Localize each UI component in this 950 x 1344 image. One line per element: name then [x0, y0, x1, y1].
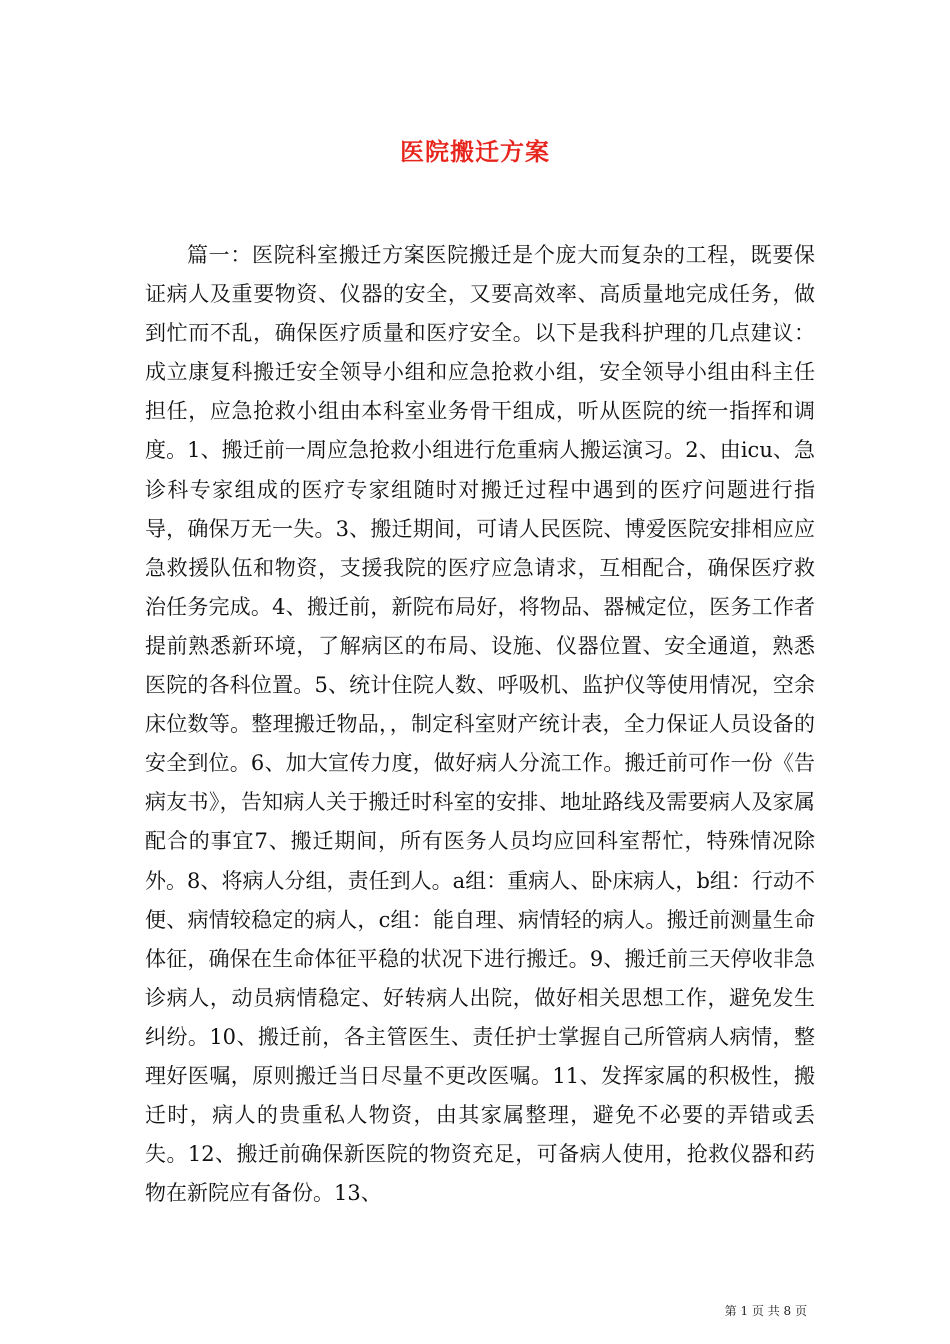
body-paragraph: 篇一：医院科室搬迁方案医院搬迁是个庞大而复杂的工程，既要保证病人及重要物资、仪器的安全，又要高效率、高质量地完成任务，做到忙而不乱，确保医疗质量和医疗安全。以下是我科护理的几点建议：成立康复科搬迁安全领导小组和应急抢救小组，安全领导小组由科主任担任，应急抢救小组由本科室业务骨干组成，听从医院的统一指挥和调度。1、搬迁前一周应急抢救小组进行危重病人搬运演习。2、由icu、急诊科专家组成的医疗专家组随时对搬迁过程中遇到的医疗问题进行指导，确保万无一失。3、搬迁期间，可请人民医院、博爱医院安排相应应急救援队伍和物资，支援我院的医疗应急请求，互相配合，确保医疗救治任务完成。4、搬迁前，新院布局好，将物品、器械定位，医务工作者提前熟悉新环境，了解病区的布局、设施、仪器位置、安全通道，熟悉医院的各科位置。5、统计住院人数、呼吸机、监护仪等使用情况，空余床位数等。整理搬迁物品，，制定科室财产统计表，全力保证人员设备的安全到位。6、加大宣传力度，做好病人分流工作。搬迁前可作一份《告病友书》，告知病人关于搬迁时科室的安排、地址路线及需要病人及家属配合的事宜7、搬迁期间，所有医务人员均应回科室帮忙，特殊情况除外。8、将病人分组，责任到人。a组：重病人、卧床病人，b组：行动不便、病情较稳定的病人，c组：能自理、病情轻的病人。搬迁前测量生命体征，确保在生命体征平稳的状况下进行搬迁。9、搬迁前三天停收非急诊病人，动员病情稳定、好转病人出院，做好相关思想工作，避免发生纠纷。10、搬迁前，各主管医生、责任护士掌握自己所管病人病情，整理好医嘱，原则搬迁当日尽量不更改医嘱。11、发挥家属的积极性，搬迁时，病人的贵重私人物资，由其家属整理，避免不必要的弄错或丢失。12、搬迁前确保新医院的物资充足，可备病人使用，抢救仪器和药物在新院应有备份。13、	[145, 243, 815, 1206]
page-number: 第 1 页 共 8 页	[724, 1304, 807, 1318]
page-title: 医院搬迁方案	[400, 137, 550, 166]
